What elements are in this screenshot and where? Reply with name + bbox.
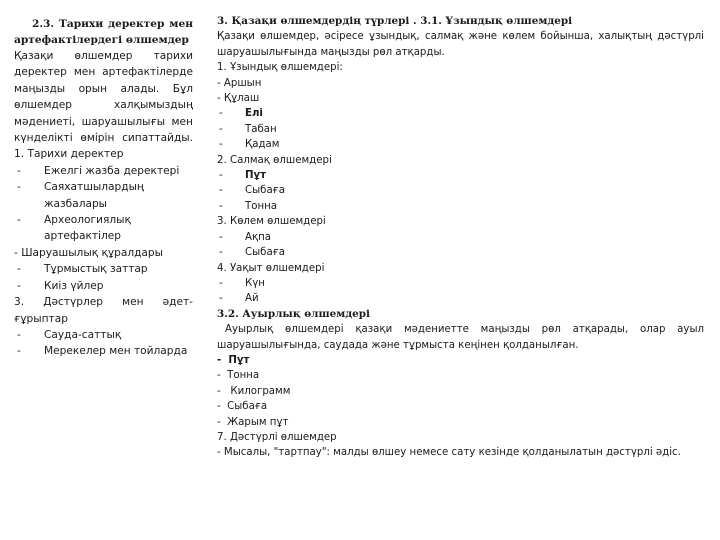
length-heading: 1. Ұзындық өлшемдері: (217, 62, 343, 74)
left-intro-paragraph: Қазақи өлшемдер тарихи деректер мен артефактілерде маңызды орын алады. Бұл өлшемдер халқымыздың мәдениеті, шаруашылығы мен күнделікті өмірін сипаттайды. (14, 50, 193, 145)
list-item: - Жарым пұт (217, 416, 289, 428)
left-column (14, 16, 193, 360)
weight-heading: 2. Салмақ өлшемдері (217, 154, 332, 166)
right-column (217, 14, 704, 461)
left-list-item: - Археологиялық артефактілер (17, 214, 131, 243)
weight-section-paragraph: Ауырлық өлшемдері қазақи мәдениетте маңызды рөл атқарады, олар ауыл шаруашылығында, саудада және тұрмыста кеңінен қолданылған. (217, 324, 704, 351)
list-item: - Пұт (219, 170, 267, 182)
left-list-item: - Сауда-саттық (17, 328, 122, 341)
list-item: - Қадам (219, 139, 280, 151)
list-item: - Ай (219, 293, 259, 305)
list-item: - Пұт (217, 354, 250, 366)
left-section-heading: 2.3. Тарихи деректер мен артефактілердегі өлшемдер (14, 18, 193, 46)
list-item: - Сыбаға (219, 247, 285, 259)
list-item: - Сыбаға (219, 185, 285, 197)
list-item: - Елі (219, 108, 263, 120)
left-list-item: - Саяхатшылардың жазбалары (17, 181, 144, 210)
time-heading: 4. Уақыт өлшемдері (217, 262, 325, 274)
list-item: - Килограмм (217, 385, 291, 397)
volume-heading: 3. Көлем өлшемдері (217, 216, 326, 228)
list-item: - Сыбаға (217, 401, 268, 413)
left-list-item: - Тұрмыстық заттар (17, 263, 148, 276)
right-section-heading: 3. Қазақи өлшемдердің түрлері . 3.1. Ұзындық өлшемдері (217, 15, 573, 27)
list-item: - Ақпа (219, 231, 272, 243)
left-subheading-1: 1. Тарихи деректер (14, 148, 124, 161)
traditional-heading: 7. Дәстүрлі өлшемдер (217, 431, 337, 443)
list-item: - Тонна (217, 370, 260, 382)
right-intro-paragraph: Қазақи өлшемдер, әсіресе ұзындық, салмақ және көлем бойынша, халықтың дәстүрлі шаруашылығында маңызды рөл атқарды. (217, 31, 704, 58)
list-plain-item: - Аршын (217, 77, 262, 89)
list-plain-item: - Құлаш (217, 93, 260, 105)
left-subheading-3: 3. Дәстүрлер мен әдет-ғұрыптар (14, 296, 193, 325)
list-item: - Тонна (219, 200, 278, 212)
left-list-item: - Ежелгі жазба деректері (17, 164, 180, 177)
weight-section-heading: 3.2. Ауырлық өлшемдері (217, 307, 371, 320)
traditional-paragraph: - Мысалы, "тартпау": малды өлшеу немесе сату кезінде қолданылатын дәстүрлі әдіс. (217, 447, 681, 459)
left-list-item: - Киіз үйлер (17, 279, 104, 292)
left-wide-item: - Шаруашылық құралдары (14, 246, 164, 259)
left-list-item: - Мерекелер мен тойларда (17, 345, 188, 358)
list-item: - Табан (219, 123, 277, 135)
list-item: - Күн (219, 277, 265, 289)
